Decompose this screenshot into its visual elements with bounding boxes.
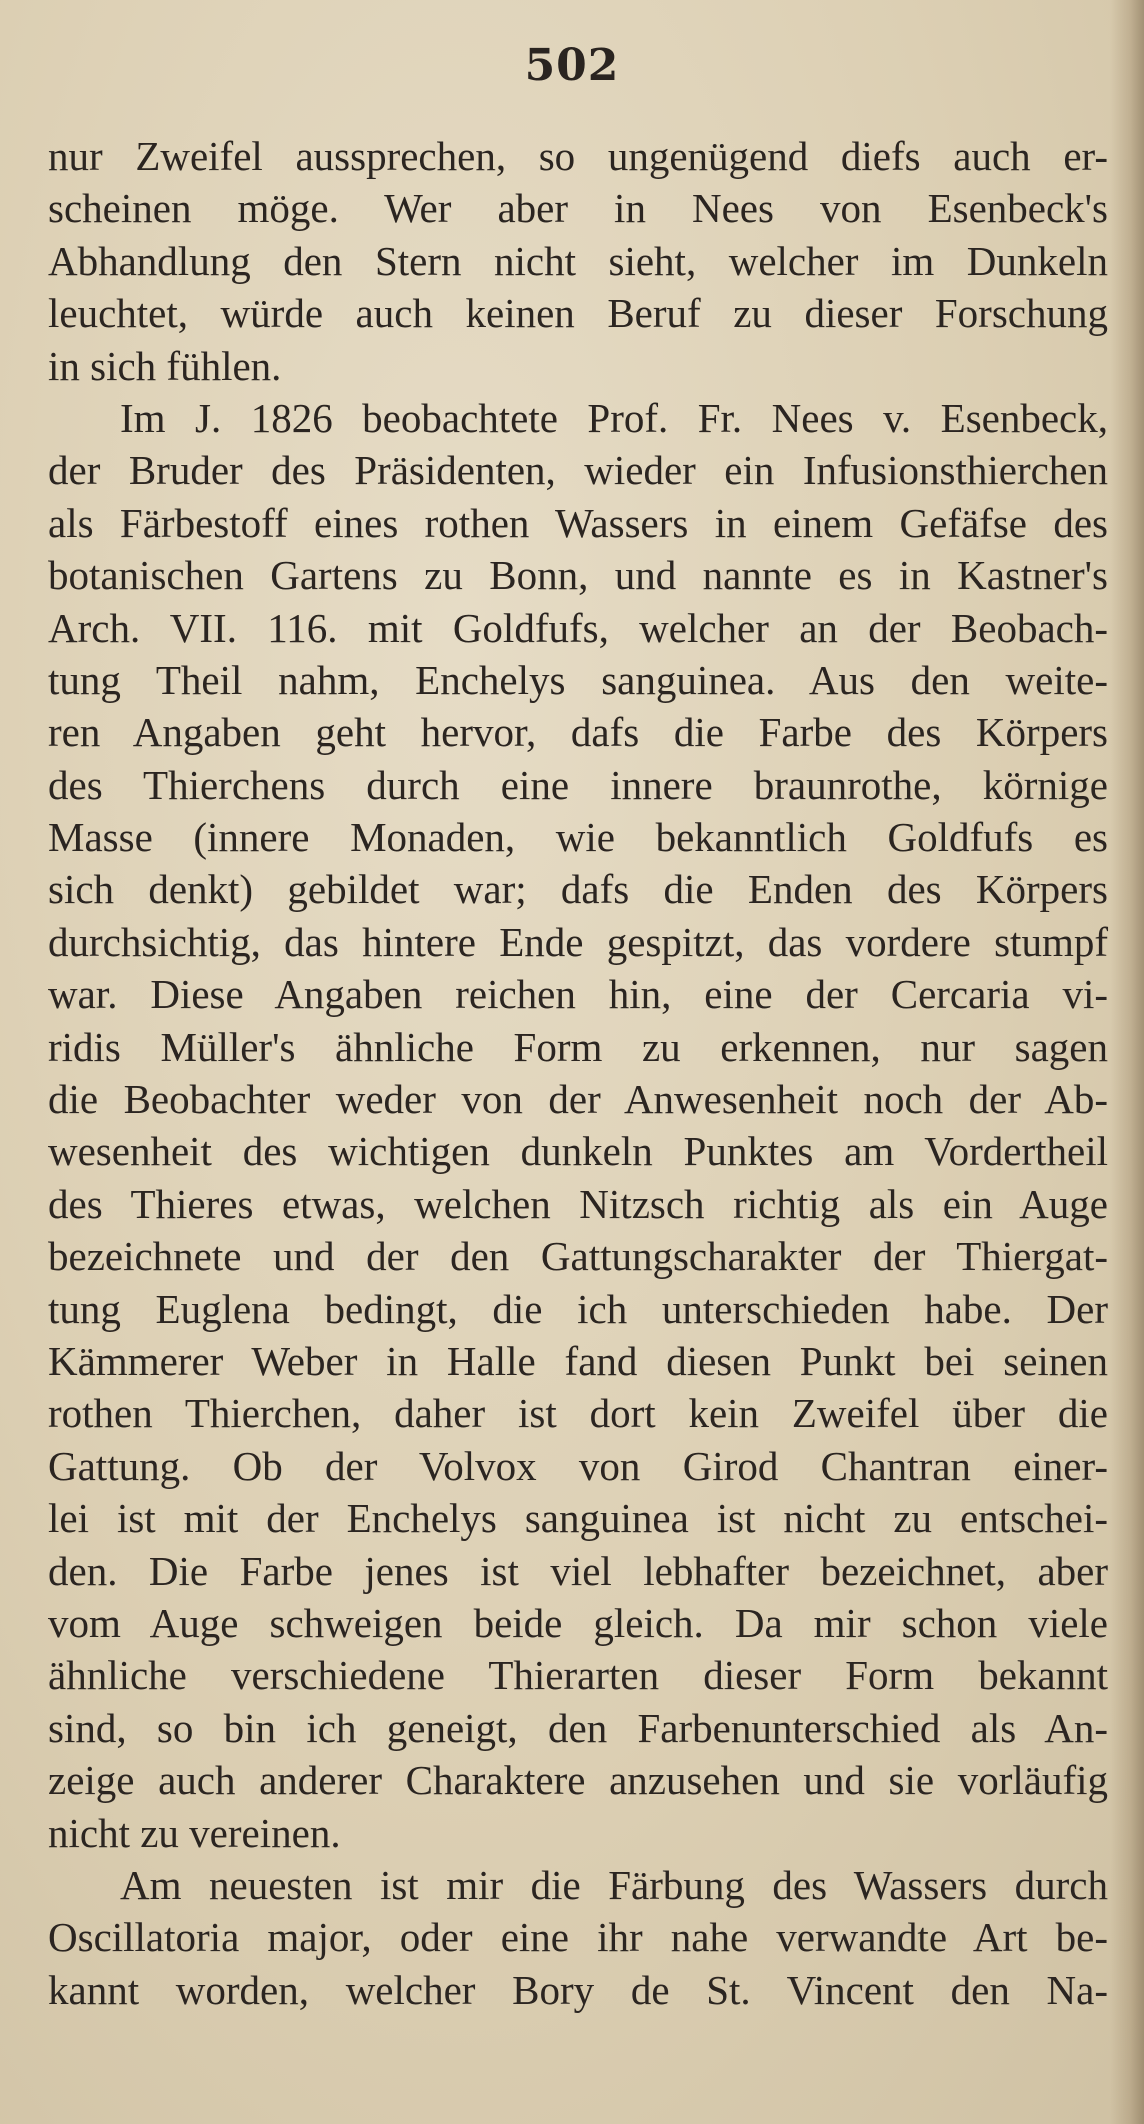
text-line: durchsichtig, das hintere Ende gespitzt, das vordere stumpf [48,918,1108,965]
body-text [48,130,1108,2016]
text-line: Im J. 1826 beobachtete Prof. Fr. Nees v. Esenbeck, [120,394,1108,441]
text-line: war. Diese Angaben reichen hin, eine der Cercaria vi- [48,971,1108,1018]
text-line: lei ist mit der Enchelys sanguinea ist nicht zu entschei- [48,1495,1108,1542]
text-line: tung Euglena bedingt, die ich unterschieden habe. Der [48,1285,1108,1332]
text-line: Am neuesten ist mir die Färbung des Wassers durch [120,1861,1108,1908]
text-line: des Thierchens durch eine innere braunrothe, körnige [48,761,1108,808]
text-line: Masse (innere Monaden, wie bekanntlich Goldfufs es [48,814,1108,861]
text-line: ridis Müller's ähnliche Form zu erkennen, nur sagen [48,1023,1108,1070]
text-line: ren Angaben geht hervor, dafs die Farbe des Körpers [48,709,1108,756]
text-line: als Färbestoff eines rothen Wassers in einem Gefäfse des [48,499,1108,546]
text-line: wesenheit des wichtigen dunkeln Punktes am Vordertheil [48,1128,1108,1175]
text-line: Gattung. Ob der Volvox von Girod Chantran einer- [48,1442,1108,1489]
text-line: vom Auge schweigen beide gleich. Da mir schon viele [48,1599,1108,1646]
text-line: zeige auch anderer Charaktere anzusehen und sie vorläufig [48,1757,1108,1804]
text-line: Oscillatoria major, oder eine ihr nahe verwandte Art be- [48,1914,1108,1961]
text-line: nur Zweifel aussprechen, so ungenügend diefs auch er- [48,133,1108,179]
text-line: rothen Thierchen, daher ist dort kein Zweifel über die [48,1390,1108,1437]
text-line: botanischen Gartens zu Bonn, und nannte es in Kastner's [48,552,1108,599]
text-line: kannt worden, welcher Bory de St. Vincent den Na- [48,1966,1108,2013]
text-line: der Bruder des Präsidenten, wieder ein Infusionsthierchen [48,447,1108,494]
page-edge-shadow [1110,0,1144,2124]
text-line: scheinen möge. Wer aber in Nees von Esenbeck's [48,185,1108,232]
text-line: sich denkt) gebildet war; dafs die Enden des Körpers [48,866,1108,913]
text-line: in sich fühlen. [48,342,282,389]
text-line: Kämmerer Weber in Halle fand diesen Punkt bei seinen [48,1337,1108,1384]
text-line: des Thieres etwas, welchen Nitzsch richtig als ein Auge [48,1180,1108,1227]
text-line: die Beobachter weder von der Anwesenheit noch der Ab- [48,1076,1108,1123]
text-line: Abhandlung den Stern nicht sieht, welcher im Dunkeln [48,237,1108,284]
text-line: leuchtet, würde auch keinen Beruf zu dieser Forschung [48,290,1108,337]
text-line: den. Die Farbe jenes ist viel lebhafter bezeichnet, aber [48,1547,1108,1594]
text-line: nicht zu vereinen. [48,1809,341,1856]
text-line: Arch. VII. 116. mit Goldfufs, welcher an der Beobach- [48,604,1108,651]
text-line: sind, so bin ich geneigt, den Farbenunterschied als An- [48,1704,1108,1751]
text-line: tung Theil nahm, Enchelys sanguinea. Aus den weite- [48,656,1108,703]
text-line: ähnliche verschiedene Thierarten dieser Form bekannt [48,1652,1108,1699]
text-line: bezeichnete und der den Gattungscharakter der Thiergat- [48,1233,1108,1280]
page-number: 502 [524,40,620,91]
